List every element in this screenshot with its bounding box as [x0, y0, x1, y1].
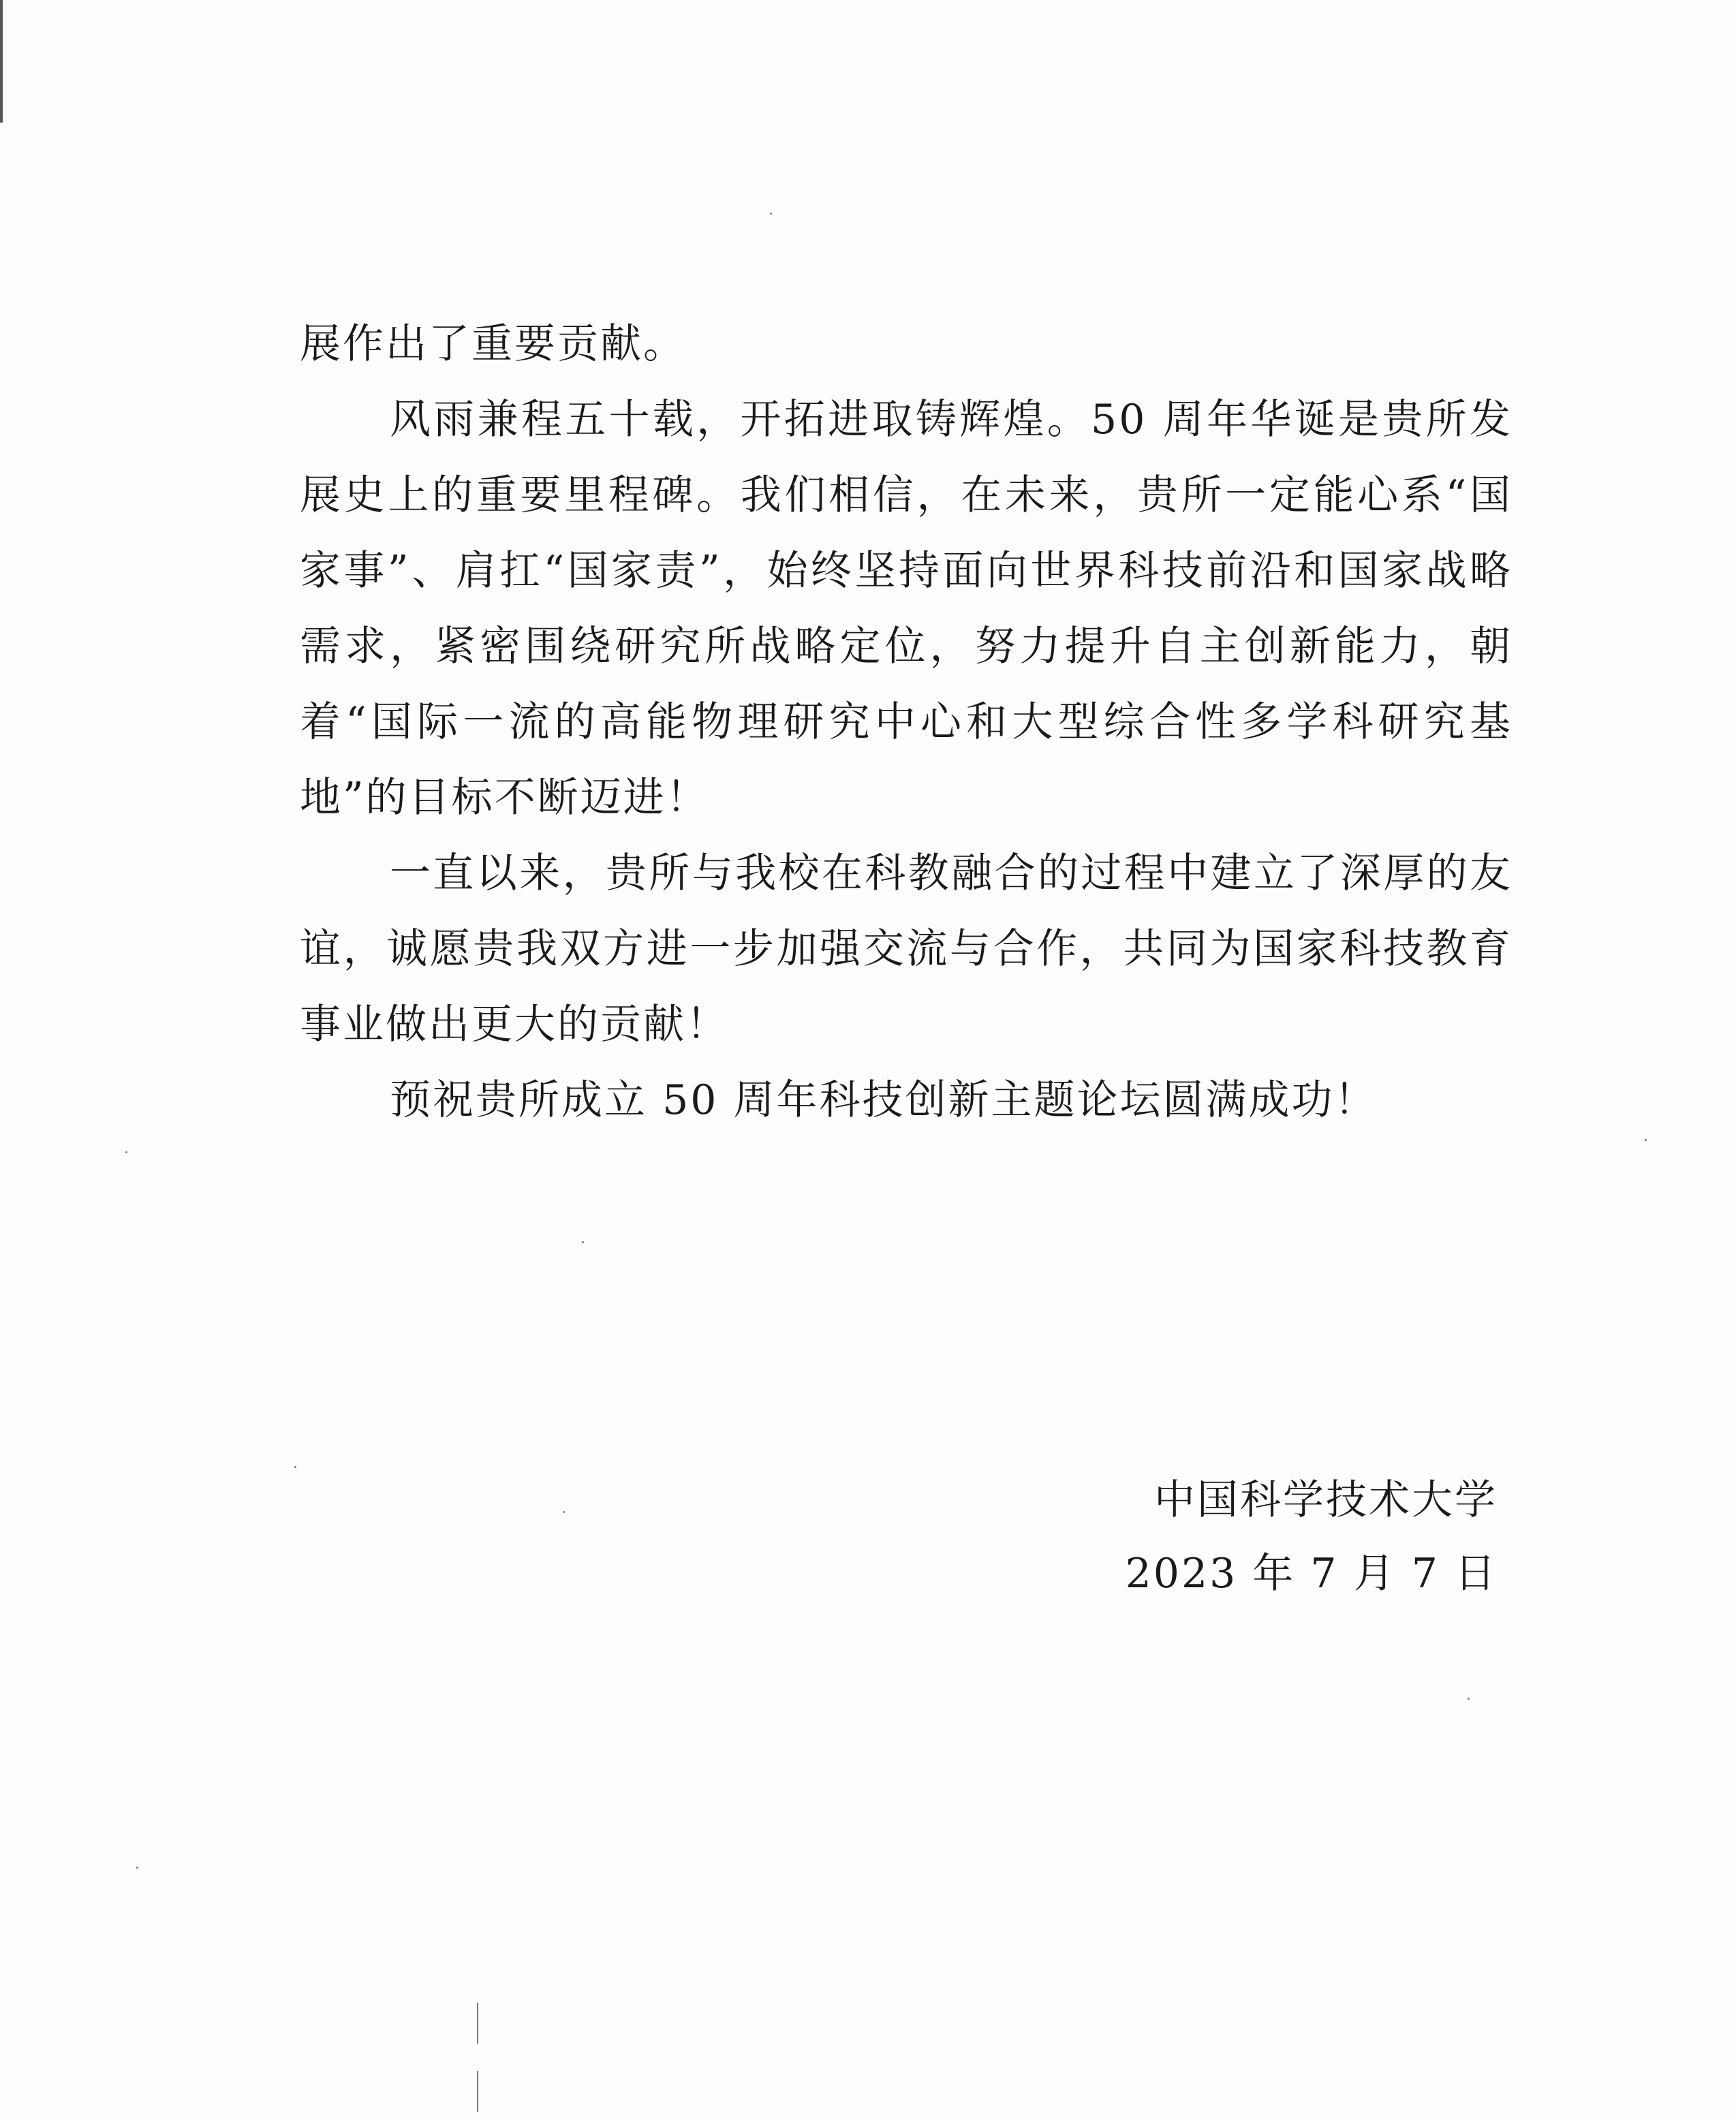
scan-speck [1645, 1139, 1647, 1141]
scan-speck [1468, 1698, 1470, 1700]
signature-date: 2023 年 7 月 7 日 [1125, 1550, 1498, 1597]
scan-edge-mark [0, 0, 3, 123]
paragraph-cooperation: 一直以来，贵所与我校在科教融合的过程中建立了深厚的友谊，诚愿贵我双方进一步加强交流与合作，共同为国家科技教育事业做出更大的贡献！ [300, 849, 1513, 1048]
scan-speck [136, 1867, 138, 1869]
signature-organization: 中国科学技术大学 [1154, 1476, 1498, 1524]
paragraph-anniversary: 风雨兼程五十载，开拓进取铸辉煌。50 周年华诞是贵所发展史上的重要里程碑。我们相信，在未来，贵所一定能心系“国家事”、肩扛“国家责”，始终坚持面向世界科技前沿和国家战略需求，紧密围绕研究所战略定位，努力提升自主创新能力，朝着“国际一流的高能物理研究中心和大型综合性多学科研究基地”的目标不断迈进！ [300, 396, 1513, 822]
scan-speck [582, 1241, 584, 1243]
scan-speck [477, 2003, 478, 2044]
paragraph-wishes: 预祝贵所成立 50 周年科技创新主题论坛圆满成功！ [390, 1076, 1378, 1124]
scan-speck [294, 1466, 296, 1468]
letter-body [300, 307, 1513, 1138]
scan-speck [125, 1151, 127, 1153]
scan-speck [770, 213, 772, 215]
scan-speck [563, 1511, 565, 1513]
scan-speck [477, 2071, 478, 2112]
signature-block [1126, 1463, 1498, 1610]
paragraph-continuation: 展作出了重要贡献。 [300, 320, 686, 368]
